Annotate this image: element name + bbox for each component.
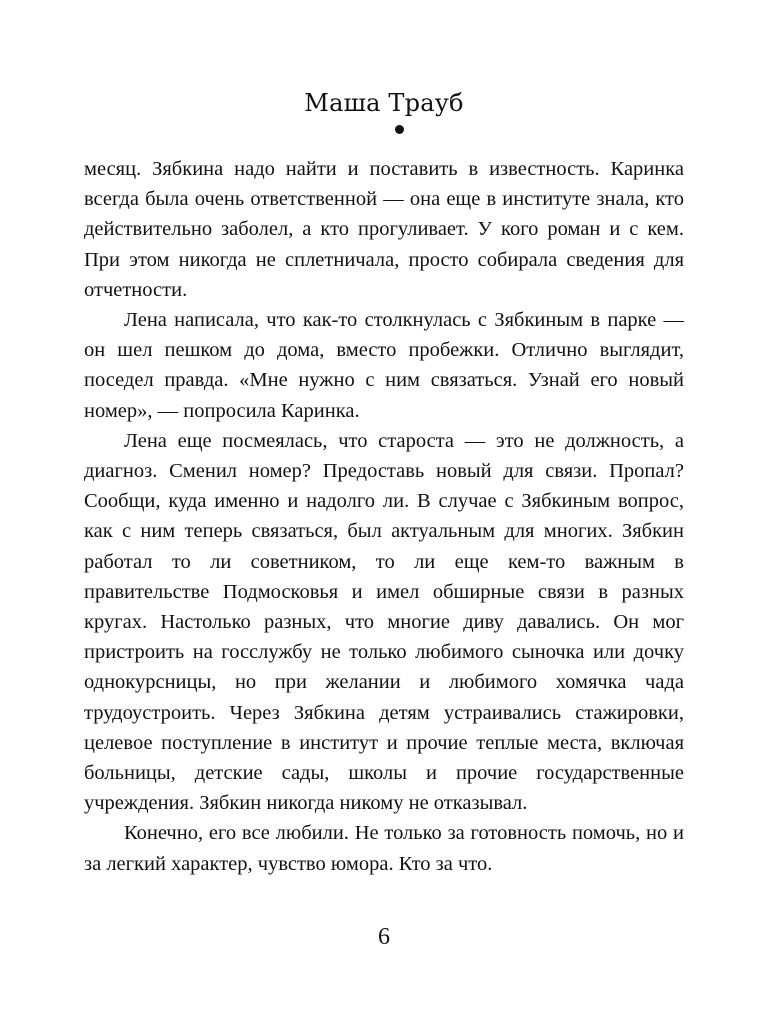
- body-text: [84, 154, 684, 879]
- page-number: 6: [378, 924, 390, 950]
- bullet-ornament-icon: [395, 125, 404, 134]
- paragraph-1: месяц. Зябкина надо найти и поставить в известность. Каринка всегда была очень ответственной — она еще в институте знала, кто действительно заболел, а кто прогуливает. У кого роман и с кем. При этом никогда не сплетничала, просто собирала сведения для отчетности.: [84, 158, 684, 301]
- paragraph-4: Конечно, его все любили. Не только за готовность помочь, но и за легкий характер, чувство юмора. Кто за что.: [84, 822, 684, 875]
- paragraph-3: Лена еще посмеялась, что староста — это не должность, а диагноз. Сменил номер? Предоставь новый для связи. Пропал? Сообщи, куда именно и надолго ли. В случае с Зябкиным вопрос, как с ним теперь связаться, был актуальным для многих. Зябкин работал то ли советником, то ли еще кем-то важным в правительстве Подмосковья и имел обширные связи в разных кругах. Настолько разных, что многие диву давались. Он мог пристроить на госслужбу не только любимого сыночка или дочку однокурсницы, но при желании и любимого хомячка чада трудоустроить. Через Зябкина детям устраивались стажировки, целевое поступление в институт и прочие теплые места, включая больницы, детские сады, школы и прочие государственные учреждения. Зябкин никогда никому не отказывал.: [84, 429, 684, 815]
- running-head-author: Маша Трауб: [304, 89, 464, 117]
- paragraph-2: Лена написала, что как-то столкнулась с Зябкиным в парке — он шел пешком до дома, вместо пробежки. Отлично выглядит, поседел правда. «Мне нужно с ним связаться. Узнай его новый номер», — попросила Каринка.: [84, 309, 684, 422]
